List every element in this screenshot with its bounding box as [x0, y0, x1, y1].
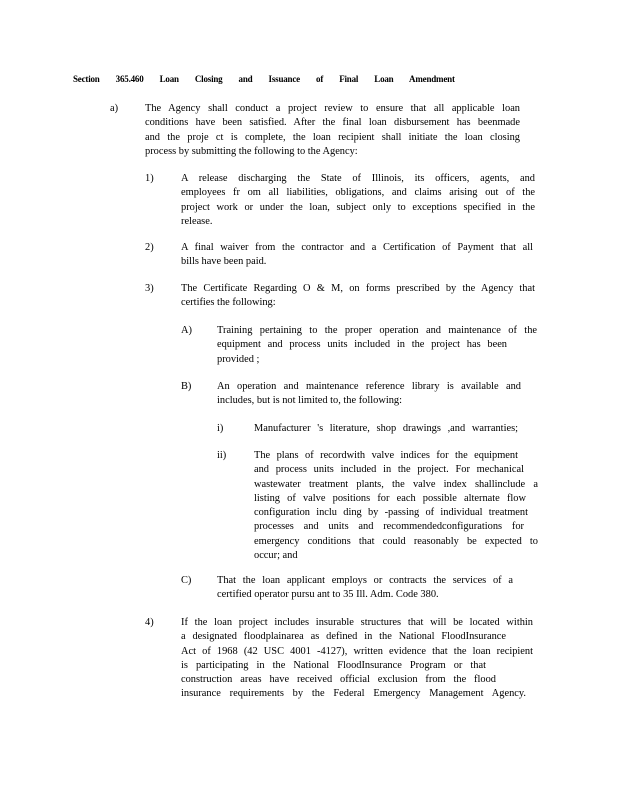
item-4-marker: 4): [145, 617, 154, 628]
text-line: bills have been paid.: [181, 256, 267, 268]
item-3b-marker: B): [181, 381, 192, 392]
item-3a-marker: A): [181, 325, 192, 336]
item-3b-i-marker: i): [217, 423, 224, 434]
text-line: release.: [181, 215, 213, 227]
item-3a-text: [217, 324, 537, 367]
text-line: emergency conditions that could reasonably be expected to: [254, 535, 538, 547]
title-word: Loan: [374, 74, 394, 84]
text-line: That the loan applicant employs or contracts the services of a: [217, 575, 513, 586]
item-1-marker: 1): [145, 173, 154, 184]
text-line: certifies the following:: [181, 297, 276, 309]
item-3b-ii-marker: ii): [217, 450, 227, 461]
text-line: project work or under the loan, subject only to exceptions specified in the: [181, 201, 535, 213]
item-3-marker: 3): [145, 283, 154, 294]
text-line: process by submitting the following to the Agency:: [145, 145, 358, 157]
text-line: If the loan project includes insurable structures that will be located within: [181, 617, 533, 628]
section-heading: [73, 74, 469, 84]
section-number: 365.460: [115, 74, 144, 84]
text-line: wastewater treatment plants, the valve index shallinclude a: [254, 478, 538, 490]
text-line: An operation and maintenance reference library is available and: [217, 381, 521, 392]
text-line: equipment and process units included in the project has been: [217, 339, 507, 351]
text-line: and the proje ct is complete, the loan recipient shall initiate the loan closing: [145, 131, 520, 143]
subsection-a-marker: a): [110, 103, 119, 114]
text-line: The Agency shall conduct a project review to ensure that all applicable loan: [145, 103, 520, 114]
text-line: insurance requirements by the Federal Emergency Management Agency.: [181, 688, 526, 700]
text-line: The plans of recordwith valve indices for the equipment: [254, 450, 518, 461]
text-line: conditions have been satisfied. After the final loan disbursement has beenmade: [145, 117, 520, 129]
text-line: construction areas have received official exclusion from the flood: [181, 674, 496, 686]
text-line: provided ;: [217, 353, 260, 365]
item-3b-text: [217, 380, 521, 409]
text-line: configuration inclu ding by -passing of individual treatment: [254, 507, 528, 519]
text-line: Manufacturer 's literature, shop drawings ,and warranties;: [254, 423, 518, 434]
title-word: Closing: [194, 74, 223, 84]
text-line: includes, but is not limited to, the following:: [217, 395, 402, 407]
text-line: A release discharging the State of Illinois, its officers, agents, and: [181, 173, 535, 184]
title-word: Final: [339, 74, 359, 84]
text-line: Training pertaining to the proper operation and maintenance of the: [217, 325, 537, 336]
item-4-text: [181, 616, 533, 702]
item-3b-ii-text: [254, 449, 538, 563]
text-line: certified operator pursu ant to 35 Ill. Adm. Code 380.: [217, 589, 439, 601]
item-2-text: [181, 241, 533, 270]
text-line: The Certificate Regarding O & M, on forms prescribed by the Agency that: [181, 283, 535, 294]
section-label: Section: [73, 74, 100, 84]
text-line: processes and units and recommendedconfigurations for: [254, 521, 524, 533]
text-line: a designated floodplainarea as defined in the National FloodInsurance: [181, 631, 506, 643]
title-word: of: [316, 74, 324, 84]
text-line: is participating in the National FloodInsurance Program or that: [181, 659, 486, 671]
item-1-text: [181, 172, 535, 229]
item-2-marker: 2): [145, 242, 154, 253]
item-3b-i-text: [254, 422, 518, 436]
text-line: A final waiver from the contractor and a Certification of Payment that all: [181, 242, 533, 253]
title-word: Loan: [159, 74, 179, 84]
title-word: Amendment: [409, 74, 455, 84]
item-3c-marker: C): [181, 575, 192, 586]
text-line: listing of valve positions for each possible alternate flow: [254, 492, 526, 504]
title-word: Issuance: [268, 74, 300, 84]
text-line: employees fr om all liabilities, obligations, and claims arising out of the: [181, 187, 535, 199]
text-line: occur; and: [254, 550, 298, 562]
item-3c-text: [217, 574, 513, 603]
title-word: and: [238, 74, 253, 84]
text-line: and process units included in the project. For mechanical: [254, 464, 524, 476]
item-3-text: [181, 282, 535, 311]
subsection-a-text: [145, 102, 520, 159]
text-line: Act of 1968 (42 USC 4001 -4127), written evidence that the loan recipient: [181, 645, 533, 657]
